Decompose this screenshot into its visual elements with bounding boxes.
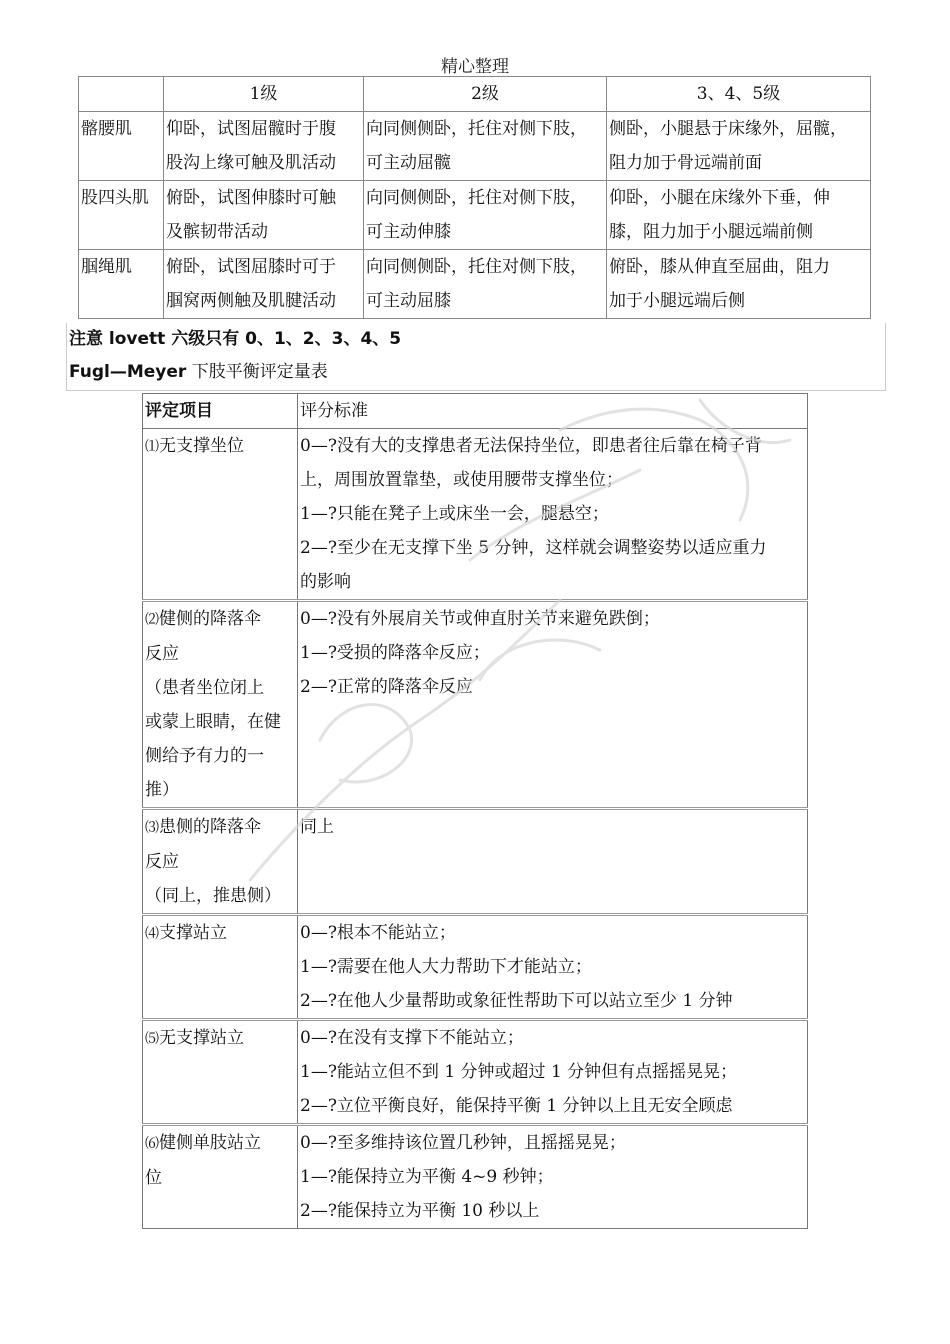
fm-row-6 xyxy=(143,1125,808,1229)
grade2-cell xyxy=(364,112,607,181)
text-line: 膝，阻力加于小腿远端前侧 xyxy=(609,222,813,242)
item-number: ⑵ xyxy=(145,612,159,628)
lovett-header-blank xyxy=(79,77,164,112)
fm-item-cell xyxy=(143,1020,298,1125)
lovett-header-grade2: 2级 xyxy=(364,77,607,112)
fm-criteria-cell xyxy=(298,429,808,601)
fugl-meyer-balance-table xyxy=(142,393,808,1229)
fugl-meyer-title xyxy=(67,356,885,389)
notes-block xyxy=(66,323,886,391)
muscle-name: 腘绳肌 xyxy=(79,250,164,319)
fm-criteria-cell xyxy=(298,1020,808,1125)
muscle-name: 髂腰肌 xyxy=(79,112,164,181)
fm-row-4 xyxy=(143,915,808,1020)
lovett-note xyxy=(67,323,885,356)
fm-row-3 xyxy=(143,809,808,915)
criteria-line: 1—?能站立但不到 1 分钟或超过 1 分钟但有点摇摇晃晃； xyxy=(300,1062,738,1082)
text-line: 可主动屈髋 xyxy=(366,153,451,173)
fm-item-cell xyxy=(143,809,298,915)
lovett-header-grade345: 3、4、5级 xyxy=(607,77,871,112)
item-text: 无支撑坐位 xyxy=(159,436,244,456)
criteria-line: 0—?根本不能站立； xyxy=(300,923,456,943)
lovett-note-text: 注意 lovett 六级只有 0、1、2、3、4、5 xyxy=(69,329,402,349)
grade345-cell xyxy=(607,181,871,250)
criteria-line: 上，周围放置靠垫，或使用腰带支撑坐位； xyxy=(300,470,623,490)
text-line: 仰卧，小腿在床缘外下垂，伸 xyxy=(609,188,830,208)
fm-item-cell xyxy=(143,915,298,1020)
criteria-line: 1—?只能在凳子上或床坐一会，腿悬空； xyxy=(300,504,609,524)
item-text: 健侧单肢站立 xyxy=(159,1133,261,1153)
item-number: ⑹ xyxy=(145,1136,159,1152)
text-line: 股沟上缘可触及肌活动 xyxy=(166,153,336,173)
item-line xyxy=(145,810,295,845)
grade2-cell xyxy=(364,181,607,250)
grade2-cell xyxy=(364,250,607,319)
item-line: 侧给予有力的一 xyxy=(145,746,264,766)
text-line: 仰卧，试图屈髋时于腹 xyxy=(166,119,336,139)
item-line xyxy=(145,602,295,637)
grade345-cell xyxy=(607,112,871,181)
item-line: 反应 xyxy=(145,644,179,664)
item-line: （患者坐位闭上 xyxy=(145,678,264,698)
item-number: ⑸ xyxy=(145,1031,159,1047)
criteria-line: 1—?能保持立为平衡 4~9 秒钟； xyxy=(300,1167,554,1187)
lovett-header-row xyxy=(79,77,871,112)
criteria-line: 2—?在他人少量帮助或象征性帮助下可以站立至少 1 分钟 xyxy=(300,991,733,1011)
criteria-line: 的影响 xyxy=(300,572,351,592)
criteria-line: 1—?受损的降落伞反应； xyxy=(300,643,490,663)
fm-criteria-cell xyxy=(298,1125,808,1229)
grade1-cell xyxy=(164,250,364,319)
item-line: （同上，推患侧） xyxy=(145,886,281,906)
item-line: 或蒙上眼睛，在健 xyxy=(145,712,281,732)
criteria-line: 2—?立位平衡良好，能保持平衡 1 分钟以上且无安全顾虑 xyxy=(300,1096,733,1116)
item-text: 支撑站立 xyxy=(159,923,227,943)
text-line: 俯卧，膝从伸直至屈曲，阻力 xyxy=(609,257,830,277)
fm-header-row xyxy=(143,394,808,429)
lovett-row-hamstrings xyxy=(79,250,871,319)
item-line: 位 xyxy=(145,1168,162,1188)
grade1-cell xyxy=(164,181,364,250)
fm-criteria-cell xyxy=(298,809,808,915)
fm-header-criteria: 评分标准 xyxy=(298,394,808,429)
fugl-meyer-title-rest: 下肢平衡评定量表 xyxy=(186,362,328,382)
text-line: 俯卧，试图屈膝时可于 xyxy=(166,257,336,277)
criteria-line: 1—?需要在他人大力帮助下才能站立； xyxy=(300,957,592,977)
item-line: 反应 xyxy=(145,852,179,872)
fm-criteria-cell xyxy=(298,915,808,1020)
item-number: ⑷ xyxy=(145,926,159,942)
fugl-meyer-name: Fugl—Meyer xyxy=(69,362,187,382)
item-number: ⑴ xyxy=(145,439,159,455)
criteria-line: 0—?没有大的支撑患者无法保持坐位，即患者往后靠在椅子背 xyxy=(300,436,762,456)
grade1-cell xyxy=(164,112,364,181)
text-line: 侧卧，小腿悬于床缘外，屈髋， xyxy=(609,119,847,139)
criteria-line: 0—?至多维持该位置几秒钟，且摇摇晃晃； xyxy=(300,1133,626,1153)
fm-item-cell xyxy=(143,601,298,809)
text-line: 可主动伸膝 xyxy=(366,222,451,242)
item-line: 推） xyxy=(145,780,179,800)
item-line xyxy=(145,1126,295,1161)
fm-criteria-cell xyxy=(298,601,808,809)
text-line: 阻力加于骨远端前面 xyxy=(609,153,762,173)
fm-item-cell xyxy=(143,1125,298,1229)
criteria-line: 2—?正常的降落伞反应 xyxy=(300,677,473,697)
text-line: 腘窝两侧触及肌腱活动 xyxy=(166,291,336,311)
criteria-line: 0—?在没有支撑下不能站立； xyxy=(300,1028,524,1048)
item-text: 无支撑站立 xyxy=(159,1028,244,1048)
item-text: 患侧的降落伞 xyxy=(159,817,261,837)
muscle-name: 股四头肌 xyxy=(79,181,164,250)
lovett-header-grade1: 1级 xyxy=(164,77,364,112)
text-line: 向同侧侧卧，托住对侧下肢， xyxy=(366,257,587,277)
lovett-row-quadriceps xyxy=(79,181,871,250)
criteria-line: 同上 xyxy=(300,817,334,837)
lovett-muscle-table xyxy=(78,76,871,319)
text-line: 俯卧，试图伸膝时可触 xyxy=(166,188,336,208)
text-line: 向同侧侧卧，托住对侧下肢， xyxy=(366,188,587,208)
criteria-line: 2—?至少在无支撑下坐 5 分钟，这样就会调整姿势以适应重力 xyxy=(300,538,767,558)
criteria-line: 2—?能保持立为平衡 10 秒以上 xyxy=(300,1201,540,1221)
fm-row-5 xyxy=(143,1020,808,1125)
page-header: 精心整理 xyxy=(441,57,509,77)
fm-item-cell xyxy=(143,429,298,601)
item-text: 健侧的降落伞 xyxy=(159,609,261,629)
text-line: 向同侧侧卧，托住对侧下肢， xyxy=(366,119,587,139)
item-number: ⑶ xyxy=(145,820,159,836)
fm-row-1 xyxy=(143,429,808,601)
criteria-line: 0—?没有外展肩关节或伸直肘关节来避免跌倒； xyxy=(300,609,660,629)
fm-header-item: 评定项目 xyxy=(143,394,298,429)
fm-row-2 xyxy=(143,601,808,809)
lovett-row-iliopsoas xyxy=(79,112,871,181)
text-line: 加于小腿远端后侧 xyxy=(609,291,745,311)
text-line: 可主动屈膝 xyxy=(366,291,451,311)
text-line: 及髌韧带活动 xyxy=(166,222,268,242)
grade345-cell xyxy=(607,250,871,319)
